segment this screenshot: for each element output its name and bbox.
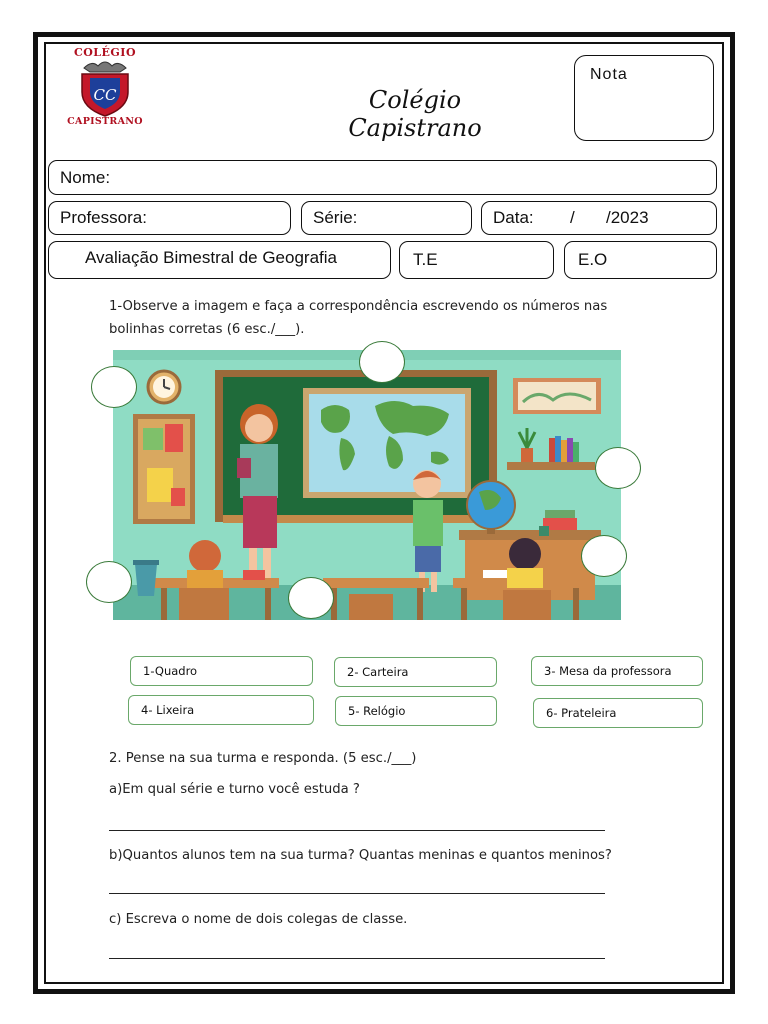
classroom-illustration <box>113 350 621 620</box>
question2-b: b)Quantos alunos tem na sua turma? Quantas meninas e quantos meninos? <box>109 848 612 863</box>
svg-text:CC: CC <box>93 86 117 104</box>
data-field[interactable] <box>481 201 717 235</box>
question2-c: c) Escreva o nome de dois colegas de classe. <box>109 912 408 927</box>
serie-field[interactable] <box>301 201 472 235</box>
nota-box[interactable] <box>574 55 714 141</box>
avaliacao-box <box>48 241 391 279</box>
nome-field[interactable] <box>48 160 717 195</box>
option-carteira: 2- Carteira <box>334 657 497 687</box>
question2-a: a)Em qual série e turno você estuda ? <box>109 782 360 797</box>
option-lixeira: 4- Lixeira <box>128 695 314 725</box>
option-relogio: 5- Relógio <box>335 696 497 726</box>
trash-bin <box>135 564 157 596</box>
answer-circle-shelf[interactable] <box>595 447 641 489</box>
eo-label: E.O <box>578 250 608 269</box>
eo-field[interactable] <box>564 241 717 279</box>
answer-line-a[interactable] <box>109 830 605 831</box>
answer-circle-board[interactable] <box>359 341 405 383</box>
answer-circle-clock[interactable] <box>91 366 137 408</box>
shelf <box>507 462 595 470</box>
professora-field[interactable] <box>48 201 291 235</box>
professora-label: Professora: <box>60 208 147 227</box>
shield-icon <box>78 58 132 118</box>
nome-label: Nome: <box>60 168 111 187</box>
data-label: Data: <box>493 208 534 227</box>
answer-line-b[interactable] <box>109 893 605 894</box>
answer-circle-student-desk[interactable] <box>288 577 334 619</box>
nota-label: Nota <box>590 66 628 83</box>
option-prateleira: 6- Prateleira <box>533 698 703 728</box>
data-slash: / <box>570 208 575 227</box>
question1-line2: bolinhas corretas (6 esc./___). <box>109 322 305 337</box>
answer-circle-trash[interactable] <box>86 561 132 603</box>
answer-line-c[interactable] <box>109 958 605 959</box>
logo-bottom-text: CAPISTRANO <box>67 116 143 127</box>
question1-line1: 1-Observe a imagem e faça a correspondência escrevendo os números nas <box>109 299 608 314</box>
logo-top-text: COLÉGIO <box>73 46 137 59</box>
serie-label: Série: <box>313 208 358 227</box>
avaliacao-label: Avaliação Bimestral de Geografia <box>85 248 337 267</box>
te-field[interactable] <box>399 241 554 279</box>
te-label: T.E <box>413 250 438 269</box>
answer-circle-teacher-desk[interactable] <box>581 535 627 577</box>
data-year: /2023 <box>606 208 649 227</box>
question2-heading: 2. Pense na sua turma e responda. (5 esc./___) <box>109 751 417 766</box>
option-quadro: 1-Quadro <box>130 656 313 686</box>
student-boy <box>413 500 443 546</box>
option-mesa-professora: 3- Mesa da professora <box>531 656 703 686</box>
school-name: Colégio Capistrano <box>348 86 482 142</box>
school-logo <box>66 46 144 132</box>
